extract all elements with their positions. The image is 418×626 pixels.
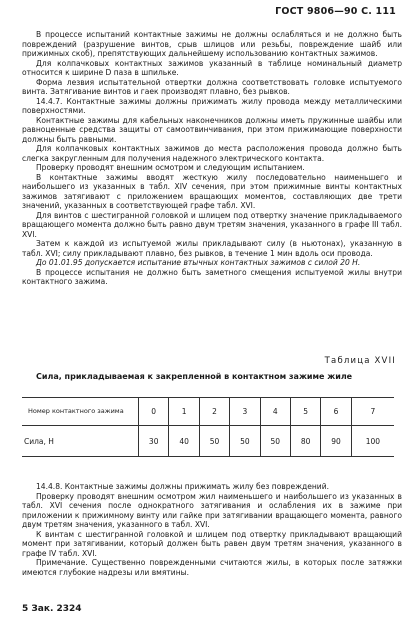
paragraph: Для винтов с шестигранной головкой и шлицем под отвертку значение прикладываемого вращающего момента должно быть равно двум третям значения, указанного в графе III табл. XVI. xyxy=(22,210,402,239)
body-text-bottom xyxy=(22,482,402,577)
header-label-cell: Номер контактного зажима xyxy=(22,397,139,426)
column-header: 6 xyxy=(321,397,351,426)
paragraph: В контактные зажимы вводят жесткую жилу последовательно наименьшего и наибольшего из указанных в табл. XIV сечения, при этом прижимные винты контактных зажимов затягивают с приложением вращающих моментов, составляющих две трети значений, указанных в соответствующей графе табл. XVI. xyxy=(22,172,402,210)
page-footer: 5 Зак. 2324 xyxy=(22,604,82,614)
value-cell: 30 xyxy=(139,426,169,457)
value-cell: 50 xyxy=(230,426,260,457)
column-header: 5 xyxy=(290,397,320,426)
body-text-top xyxy=(22,30,402,287)
table-header-row xyxy=(22,397,394,426)
paragraph: Форма лезвия испытательной отвертки должна соответствовать головке испытуемого винта. Затягивание винтов и гаек производят плавно, без рывков. xyxy=(22,77,402,96)
paragraph: В процессе испытания не должно быть заметного смещения испытуемой жилы внутри контактного зажима. xyxy=(22,267,402,286)
column-header: 1 xyxy=(169,397,199,426)
paragraph-note: Примечание. Существенно поврежденными считаются жилы, в которых после затяжки имеются глубокие надрезы или вмятины. xyxy=(22,558,402,577)
value-cell: 80 xyxy=(290,426,320,457)
paragraph: Проверку проводят внешним осмотром жил наименьшего и наибольшего из указанных в табл. XVI сечения после однократного затягивания и ослабления их в зажиме при приложении к прижимному винту или гайке при затягивании вращающего момента, равного двум третям значения, указанного в табл. XVI. xyxy=(22,491,402,529)
paragraph: Контактные зажимы для кабельных наконечников должны иметь пружинные шайбы или равноценные средства защиты от самоотвинчивания, при этом прижимающие поверхности должны быть равными. xyxy=(22,115,402,144)
column-header: 0 xyxy=(139,397,169,426)
value-cell: 40 xyxy=(169,426,199,457)
table-row xyxy=(22,426,394,457)
paragraph: В процессе испытаний контактные зажимы не должны ослабляться и не должно быть повреждений (разрушение винтов, срыв шлицов или резьбы, повреждение шайб или прижимных скоб), препятствующих дальнейшему использованию контактных зажимов. xyxy=(22,30,402,58)
row-label-cell: Сила, Н xyxy=(24,436,54,446)
value-cell: 50 xyxy=(199,426,229,457)
paragraph: Затем к каждой из испытуемой жилы прикладывают силу (в ньютонах), указанную в табл. XVI; силу прикладывают плавно, без рывков, в течение 1 мин вдоль оси провода. xyxy=(22,239,402,258)
table-bottom-rule xyxy=(22,456,394,457)
table-title: Сила, прикладываемая к закрепленной в контактном зажиме жиле xyxy=(36,372,353,381)
page-header: ГОСТ 9806—90 С. 111 xyxy=(275,6,396,17)
table-number: Таблица XVII xyxy=(324,356,396,366)
value-cell: 50 xyxy=(260,426,290,457)
force-table xyxy=(22,397,394,456)
paragraph-italic-note: До 01.01.95 допускается испытание втычных контактных зажимов с силой 20 Н. xyxy=(36,258,361,267)
paragraph: Для колпачковых контактных зажимов до места расположения провода должно быть слегка закругленным для получения надежного электрического контакта. xyxy=(22,144,402,163)
column-header: 4 xyxy=(260,397,290,426)
paragraph: К винтам с шестигранной головкой и шлицем под отвертку прикладывают вращающий момент при затягивании, который должен быть равен двум третям значения, указанного в графе IV табл. XVI. xyxy=(22,529,402,558)
paragraph: 14.4.8. Контактные зажимы должны прижимать жилу без повреждений. xyxy=(36,482,329,491)
value-cell: 100 xyxy=(351,426,394,457)
paragraph: Проверку проводят внешним осмотром и следующим испытанием. xyxy=(36,163,305,172)
value-cell: 90 xyxy=(321,426,351,457)
paragraph: Для колпачковых контактных зажимов указанный в таблице номинальный диаметр относится к ширине D паза в шпильке. xyxy=(22,58,402,77)
column-header: 3 xyxy=(230,397,260,426)
column-header: 7 xyxy=(351,397,394,426)
paragraph: 14.4.7. Контактные зажимы должны прижимать жилу провода между металлическими поверхностями. xyxy=(22,96,402,115)
column-header: 2 xyxy=(199,397,229,426)
